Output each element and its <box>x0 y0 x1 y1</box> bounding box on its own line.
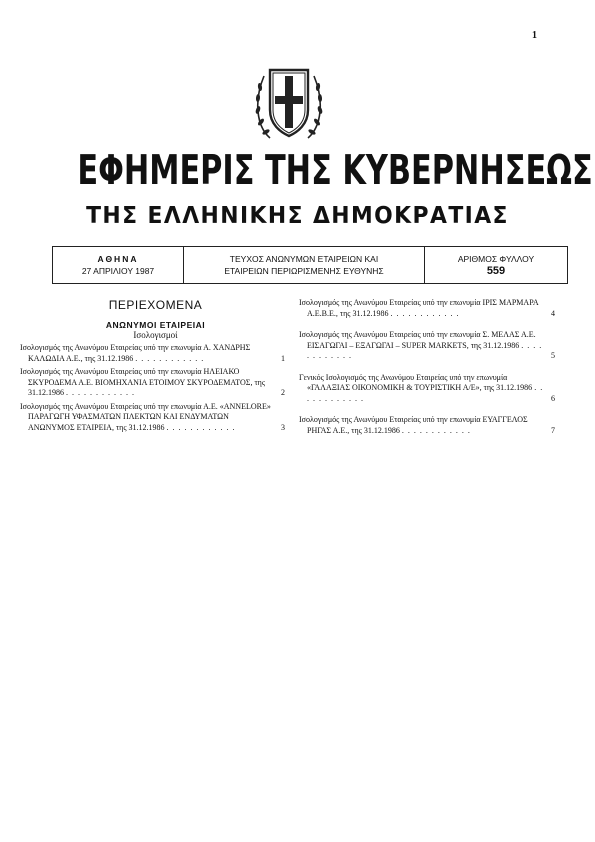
issue-date: 27 ΑΠΡΙΛΙΟΥ 1987 <box>81 266 155 276</box>
toc-entry-text: Γενικός Ισολογισμός της Ανωνύμου Εταιρείας υπό την επωνυμία «ΓΑΛΑΞΙΑΣ ΟΙΚΟΝΟΜΙΚΗ & ΤΟΥΡΙΣΤΙΚΗ Α/Ε», της 31.12.1986 <box>299 372 533 392</box>
masthead-subtitle: ΤΗΣ ΕΛΛΗΝΙΚΗΣ ΔΗΜΟΚΡΑΤΙΑΣ <box>86 203 509 229</box>
contents-heading: ΠΕΡΙΕΧΟΜΕΝΑ <box>108 298 203 312</box>
page-number: 1 <box>532 30 537 41</box>
greek-emblem-icon <box>252 60 326 144</box>
toc-entry-text: Ισολογισμός της Ανωνύμου Εταιρείας υπό την επωνυμία ΙΡΙΣ ΜΑΡΜΑΡΑ Α.Ε.Β.Ε., της 31.12.1986 <box>299 298 539 318</box>
masthead-title: ΕΦΗΜΕΡΙΣ ΤΗΣ ΚΥΒΕΡΝΗΣΕΩΣ <box>77 146 593 194</box>
place-label: ΑΘΗΝΑ <box>97 254 139 264</box>
toc-entry[interactable]: Ισολογισμός της Ανωνύμου Εταιρείας υπό την επωνυμία Σ. ΜΕΛΑΣ Α.Ε. ΕΙΣΑΓΩΓΑΙ – ΕΞΑΓΩΓΑΙ – SUPER MARKETS, της 31.12.1986 . . . . . . . . . . . . 5 <box>299 330 555 360</box>
toc-entry[interactable]: Ισολογισμός της Ανωνύμου Εταιρείας υπό την επωνυμία ΙΡΙΣ ΜΑΡΜΑΡΑ Α.Ε.Β.Ε., της 31.12.1986 . . . . . . . . . . . . 4 <box>299 298 555 318</box>
leader-dots: . . . . . . . . . . . . <box>401 425 471 435</box>
toc-entry-text: Ισολογισμός της Ανωνύμου Εταιρείας υπό την επωνυμία Α.Ε. «ΑΝΝΕLORE» ΠΑΡΑΓΩΓΗ ΥΦΑΣΜΑΤΩΝ ΠΛΕΚΤΩΝ ΚΑΙ ΕΝΔΥΜΑΤΩΝ ΑΝΩΝΥΜΟΣ ΕΤΑΙΡΕΙΑ, της 31.12.1986 <box>20 401 271 432</box>
sheet-number-cell <box>424 247 567 283</box>
leader-dots: . . . . . . . . . . . . <box>307 383 544 403</box>
toc-entry[interactable]: Ισολογισμός της Ανωνύμου Εταιρείας υπό την επωνυμία ΗΛΕΙΑΚΟ ΣΚΥΡΟΔΕΜΑ Α.Ε. ΒΙΟΜΗΧΑΝΙΑ ΕΤΟΙΜΟΥ ΣΚΥΡΟΔΕΜΑΤΟΣ, της 31.12.1986 . . . . . . . . . . . . 2 <box>20 367 285 397</box>
toc-entry[interactable]: Ισολογισμός της Ανωνύμου Εταιρείας υπό την επωνυμία ΕΥΑΓΓΕΛΟΣ ΡΗΓΑΣ Α.Ε., της 31.12.1986 . . . . . . . . . . . . 7 <box>299 415 555 435</box>
leader-dots: . . . . . . . . . . . . <box>66 388 135 397</box>
toc-entry-text: Ισολογισμός της Ανωνύμου Εταιρείας υπό την επωνυμία Α. ΧΑΝΔΡΗΣ ΚΑΛΩΔΙΑ Α.Ε., της 31.12.1986 <box>20 343 251 363</box>
toc-entry[interactable]: Ισολογισμός της Ανωνύμου Εταιρείας υπό την επωνυμία Α. ΧΑΝΔΡΗΣ ΚΑΛΩΔΙΑ Α.Ε., της 31.12.1986 . . . . . . . . . . . . 1 <box>20 343 285 363</box>
leader-dots: . . . . . . . . . . . . <box>390 308 460 318</box>
leader-dots: . . . . . . . . . . . . <box>166 422 236 432</box>
issue-info-box <box>52 246 568 284</box>
place-date-cell <box>53 247 183 283</box>
leader-dots: . . . . . . . . . . . . <box>135 353 205 363</box>
issue-type-line-1: ΤΕΥΧΟΣ ΑΝΩΝΥΜΩΝ ΕΤΑΙΡΕΙΩΝ ΚΑΙ <box>229 254 379 264</box>
contents-left-column <box>20 298 291 436</box>
toc-entry-text: Ισολογισμός της Ανωνύμου Εταιρείας υπό την επωνυμία ΕΥΑΓΓΕΛΟΣ ΡΗΓΑΣ Α.Ε., της 31.12.1986 <box>299 415 528 435</box>
contents-right-column <box>299 298 561 447</box>
contents-subsection-title: Ισολογισμοί <box>133 330 178 340</box>
toc-entry[interactable]: Γενικός Ισολογισμός της Ανωνύμου Εταιρείας υπό την επωνυμία «ΓΑΛΑΞΙΑΣ ΟΙΚΟΝΟΜΙΚΗ & ΤΟΥΡΙΣΤΙΚΗ Α/Ε», της 31.12.1986 . . . . . . . . . . . . 6 <box>299 372 555 403</box>
toc-entry-text: Ισολογισμός της Ανωνύμου Εταιρείας υπό την επωνυμία Σ. ΜΕΛΑΣ Α.Ε. ΕΙΣΑΓΩΓΑΙ – ΕΞΑΓΩΓΑΙ – SUPER MARKETS, της 31.12.1986 <box>299 330 536 350</box>
toc-entry-text: Ισολογισμός της Ανωνύμου Εταιρείας υπό την επωνυμία ΗΛΕΙΑΚΟ ΣΚΥΡΟΔΕΜΑ Α.Ε. ΒΙΟΜΗΧΑΝΙΑ ΕΤΟΙΜΟΥ ΣΚΥΡΟΔΕΜΑΤΟΣ, της 31.12.1986 <box>20 367 266 397</box>
issue-type-cell <box>183 247 424 283</box>
sheet-number: 559 <box>486 265 506 277</box>
toc-entry[interactable]: Ισολογισμός της Ανωνύμου Εταιρείας υπό την επωνυμία Α.Ε. «ΑΝΝΕLORE» ΠΑΡΑΓΩΓΗ ΥΦΑΣΜΑΤΩΝ ΠΛΕΚΤΩΝ ΚΑΙ ΕΝΔΥΜΑΤΩΝ ΑΝΩΝΥΜΟΣ ΕΤΑΙΡΕΙΑ, της 31.12.1986 . . . . . . . . . . . . 3 <box>20 401 285 432</box>
sheet-number-label: ΑΡΙΘΜΟΣ ΦΥΛΛΟΥ <box>457 254 535 264</box>
issue-type-line-2: ΕΤΑΙΡΕΙΩΝ ΠΕΡΙΩΡΙΣΜΕΝΗΣ ΕΥΘΥΝΗΣ <box>224 266 384 276</box>
contents-section-title: ΑΝΩΝΥΜΟΙ ΕΤΑΙΡΕΙΑΙ <box>105 320 206 330</box>
leader-dots: . . . . . . . . . . . . <box>307 340 543 360</box>
